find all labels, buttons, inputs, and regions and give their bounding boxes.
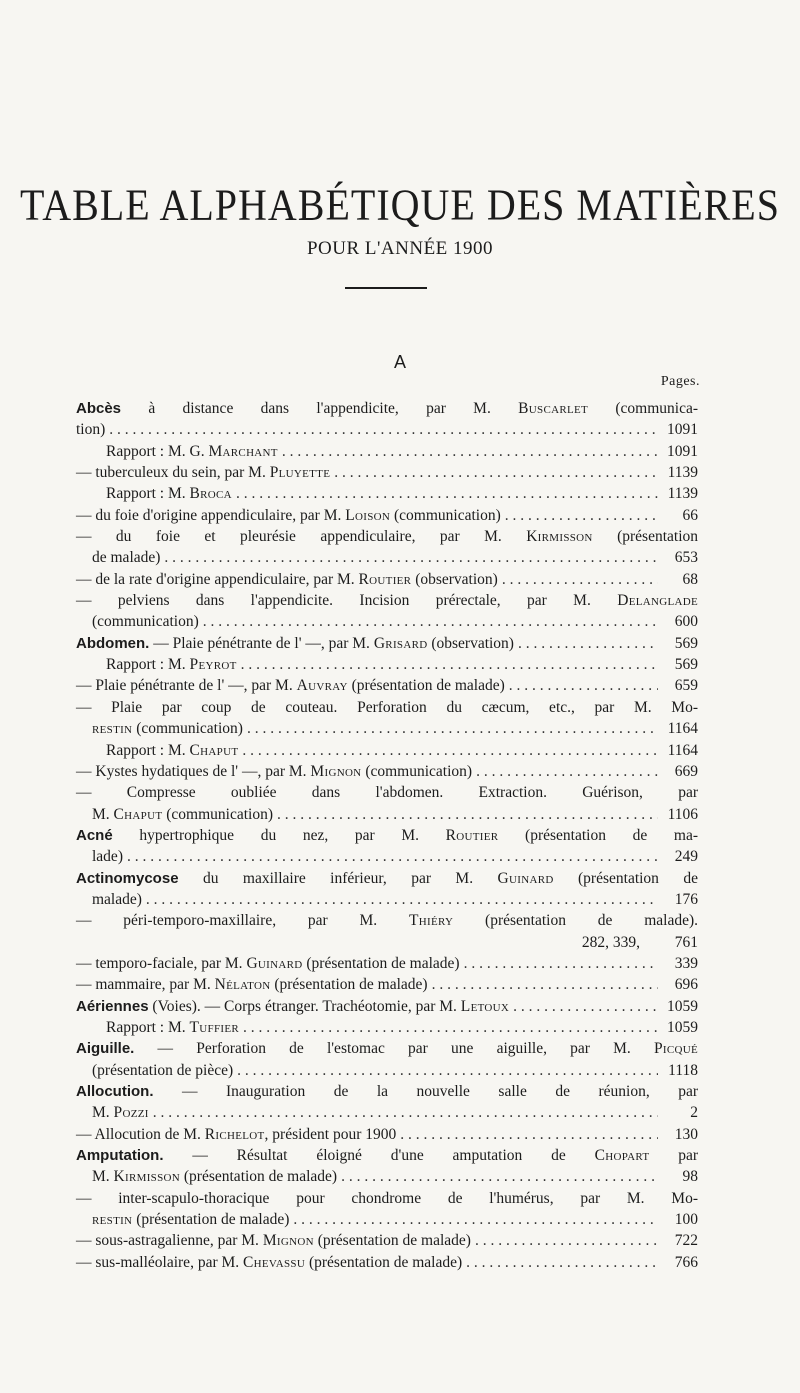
index-line	[76, 1124, 698, 1145]
entry-text: Allocution. — Inauguration de la nouvelle salle de réunion, par	[76, 1083, 698, 1100]
page-number: 1164	[667, 741, 698, 759]
dot-leader	[242, 740, 658, 761]
author-name: Buscarlet	[518, 400, 589, 417]
dot-leader	[509, 675, 658, 696]
dot-leader	[203, 611, 658, 632]
entry-headword: Abdomen.	[76, 634, 150, 652]
dot-leader	[109, 419, 658, 440]
index-line	[76, 782, 698, 803]
entry-headword: Abcès	[76, 400, 122, 417]
entry-text: — du foie d'origine appendiculaire, par M. Loison (communication)	[76, 506, 501, 524]
page-number: 766	[674, 1253, 698, 1271]
entry-text: — Kystes hydatiques de l' —, par M. Mignon (communication)	[76, 762, 473, 780]
dot-leader	[513, 996, 658, 1017]
page-number: 1118	[668, 1061, 698, 1079]
index-line	[76, 441, 698, 462]
entry-text: — Plaie par coup de couteau. Perforation du cæcum, etc., par M. Mo-	[76, 698, 698, 716]
index-line	[76, 633, 698, 654]
author-name: Routier	[445, 826, 499, 844]
index-line	[76, 1252, 698, 1273]
entry-text: de malade)	[92, 549, 161, 567]
entry-text: restin (présentation de malade)	[92, 1211, 290, 1229]
index-line	[76, 868, 698, 889]
entry-text: — sus-malléolaire, par M. Chevassu (présentation de malade)	[76, 1253, 463, 1271]
dot-leader	[502, 569, 658, 590]
dot-leader	[241, 654, 658, 675]
page-number: 68	[682, 570, 698, 588]
index-line	[76, 1188, 698, 1209]
page-number: 1106	[667, 805, 698, 823]
index-line	[76, 526, 698, 547]
author-name: Chaput	[113, 805, 163, 823]
index-line	[76, 825, 698, 846]
dot-leader	[293, 1209, 658, 1230]
entry-text: malade)	[92, 890, 142, 908]
entry-text: Actinomycose du maxillaire inférieur, par M. Guinard (présentation de	[76, 869, 698, 887]
author-name: Chopart	[594, 1147, 650, 1165]
entry-text: (communication)	[92, 613, 199, 631]
author-name: Pozzi	[113, 1104, 149, 1122]
author-name: Pluyette	[269, 464, 331, 482]
dot-leader	[341, 1166, 658, 1187]
author-name: Chevassu	[243, 1253, 306, 1271]
page-title: TABLE ALPHABÉTIQUE DES MATIÈRES	[19, 179, 780, 230]
dot-leader	[146, 889, 658, 910]
index-line	[76, 1081, 698, 1102]
index-line	[76, 846, 698, 867]
author-name: Kirmisson	[113, 1168, 181, 1186]
dot-leader	[127, 846, 658, 867]
index-line	[76, 1166, 698, 1187]
author-name: restin	[92, 720, 133, 738]
index-line	[76, 1060, 698, 1081]
index-line	[76, 953, 698, 974]
entry-headword: Actinomycose	[76, 869, 179, 887]
author-name: Auvray	[296, 677, 348, 695]
entry-text: — temporo-faciale, par M. Guinard (présentation de malade)	[76, 954, 460, 972]
page-number: 600	[674, 613, 698, 631]
index-line	[76, 462, 698, 483]
entry-text: M. Pozzi	[92, 1104, 149, 1122]
author-name: Guinard	[246, 954, 303, 972]
entry-text: — sous-astragalienne, par M. Mignon (présentation de malade)	[76, 1232, 471, 1250]
author-name: Guinard	[497, 869, 554, 887]
index-line	[76, 740, 698, 761]
entry-text: Rapport : M. Peyrot	[106, 656, 237, 674]
index-line	[76, 932, 698, 953]
page-number: 339	[674, 954, 698, 972]
index-line	[76, 804, 698, 825]
index-line	[76, 1102, 698, 1123]
entry-headword: Aériennes	[76, 997, 149, 1015]
entry-text: — pelviens dans l'appendicite. Incision prérectale, par M. Delanglade	[76, 592, 698, 610]
dot-leader	[400, 1124, 658, 1145]
page-number: 696	[674, 976, 698, 994]
index-line	[76, 590, 698, 611]
entry-text: restin (communication)	[92, 720, 243, 738]
entry-text: — péri-temporo-maxillaire, par M. Thiéry (présentation de malade).	[76, 912, 698, 930]
dot-leader	[505, 505, 658, 526]
dot-leader	[243, 1017, 658, 1038]
entry-text: Abcès à distance dans l'appendicite, par M. Buscarlet (communica-	[76, 400, 698, 417]
entry-text: Rapport : M. Chaput	[106, 741, 239, 759]
entry-text: Aiguille. — Perforation de l'estomac par une aiguille, par M. Picqué	[76, 1040, 698, 1058]
index-line	[76, 718, 698, 739]
entry-text: tion)	[76, 421, 106, 439]
entry-text: Aériennes (Voies). — Corps étranger. Trachéotomie, par M. Letoux	[76, 997, 510, 1015]
page-number: 1059	[667, 997, 698, 1015]
dot-leader	[247, 718, 658, 739]
index-line	[76, 505, 698, 526]
index-entries	[76, 398, 698, 1273]
page-number: 1139	[667, 464, 698, 482]
pages-column-header: Pages.	[660, 374, 700, 389]
index-line	[76, 419, 698, 440]
author-name: Delanglade	[617, 592, 698, 610]
entry-text: — Compresse oubliée dans l'abdomen. Extraction. Guérison, par	[76, 784, 698, 802]
index-line	[76, 1017, 698, 1038]
dot-leader	[236, 483, 658, 504]
page-number: 659	[674, 677, 698, 695]
page-number: 669	[674, 762, 698, 780]
index-line	[76, 910, 698, 931]
author-name: Grisard	[373, 634, 428, 652]
entry-text: Rapport : M. Broca	[106, 485, 232, 503]
entry-text: Acné hypertrophique du nez, par M. Routier (présentation de ma-	[76, 826, 699, 844]
author-name: Kirmisson	[526, 528, 593, 546]
entry-text: lade)	[92, 848, 123, 866]
page-number: 1059	[667, 1018, 698, 1036]
author-name: Peyrot	[189, 656, 237, 674]
page-number: 249	[674, 848, 698, 866]
section-letter: A	[393, 352, 406, 372]
page-subtitle: POUR L'ANNÉE 1900	[306, 238, 494, 259]
author-name: Thiéry	[408, 912, 454, 930]
author-name: restin	[92, 1211, 133, 1229]
index-line	[76, 1145, 698, 1166]
author-name: Nélaton	[214, 976, 271, 994]
dot-leader	[476, 761, 658, 782]
index-line	[76, 697, 698, 718]
entry-text: Rapport : M. G. Marchant	[106, 442, 278, 460]
page-number: 176	[674, 890, 698, 908]
page-number: 100	[674, 1211, 698, 1229]
index-line	[76, 654, 698, 675]
index-line	[76, 1209, 698, 1230]
author-name: Broca	[189, 485, 232, 503]
index-line	[76, 974, 698, 995]
author-name: Mignon	[310, 762, 362, 780]
author-name: Loison	[345, 506, 391, 524]
dot-leader	[475, 1230, 658, 1251]
page-number: 66	[682, 506, 698, 524]
entry-text: — tuberculeux du sein, par M. Pluyette	[76, 464, 331, 482]
entry-text: 282, 339,	[581, 933, 640, 951]
author-name: Marchant	[208, 442, 278, 460]
title-divider	[345, 287, 427, 289]
dot-leader	[334, 462, 658, 483]
index-line	[76, 547, 698, 568]
author-name: Richelot	[204, 1125, 265, 1143]
index-line	[76, 996, 698, 1017]
dot-leader	[518, 633, 658, 654]
entry-text: — du foie et pleurésie appendiculaire, par M. Kirmisson (présentation	[76, 528, 698, 546]
page-number: 653	[674, 549, 698, 567]
author-name: Picqué	[653, 1040, 698, 1058]
author-name: Chaput	[189, 741, 239, 759]
dot-leader	[153, 1102, 658, 1123]
index-line	[76, 1038, 698, 1059]
entry-text: — Allocution de M. Richelot, président pour 1900	[76, 1125, 397, 1143]
author-name: Letoux	[460, 997, 510, 1015]
page-number: 722	[674, 1232, 698, 1250]
dot-leader	[466, 1252, 658, 1273]
page-number: 569	[674, 634, 698, 652]
page-number: 761	[674, 933, 698, 951]
dot-leader	[237, 1060, 658, 1081]
author-name: Tuffier	[189, 1018, 239, 1036]
dot-leader	[464, 953, 658, 974]
entry-text: (présentation de pièce)	[92, 1061, 234, 1079]
author-name: Routier	[358, 570, 412, 588]
entry-text: Abdomen. — Plaie pénétrante de l' —, par M. Grisard (observation)	[76, 634, 514, 652]
index-line	[76, 1230, 698, 1251]
entry-text: — inter-scapulo-thoracique pour chondrome de l'humérus, par M. Mo-	[76, 1189, 698, 1207]
entry-text: M. Chaput (communication)	[92, 805, 273, 823]
index-line	[76, 398, 698, 419]
page-number: 1091	[667, 442, 698, 460]
entry-headword: Acné	[76, 826, 113, 844]
index-line	[76, 611, 698, 632]
entry-text: — mammaire, par M. Nélaton (présentation de malade)	[76, 976, 428, 994]
dot-leader	[432, 974, 658, 995]
index-line	[76, 569, 698, 590]
entry-text: M. Kirmisson (présentation de malade)	[92, 1168, 338, 1186]
entry-text: Rapport : M. Tuffier	[106, 1018, 239, 1036]
dot-leader	[164, 547, 658, 568]
index-line	[76, 483, 698, 504]
page-number: 569	[674, 656, 698, 674]
entry-text: — de la rate d'origine appendiculaire, par M. Routier (observation)	[76, 570, 498, 588]
entry-headword: Allocution.	[76, 1083, 154, 1100]
entry-text: Amputation. — Résultat éloigné d'une amputation de Chopart par	[76, 1147, 698, 1165]
page-number: 1139	[667, 485, 698, 503]
page-number: 1091	[667, 421, 698, 439]
page-number: 2	[690, 1104, 698, 1122]
page-number: 1164	[667, 720, 698, 738]
entry-headword: Aiguille.	[76, 1040, 135, 1058]
dot-leader	[277, 804, 658, 825]
dot-leader	[282, 441, 658, 462]
page-number: 130	[674, 1125, 698, 1143]
entry-headword: Amputation.	[76, 1147, 164, 1165]
page-number: 98	[682, 1168, 698, 1186]
index-line	[76, 675, 698, 696]
entry-text: — Plaie pénétrante de l' —, par M. Auvray (présentation de malade)	[76, 677, 505, 695]
index-line	[76, 889, 698, 910]
index-line	[76, 761, 698, 782]
author-name: Mignon	[262, 1232, 314, 1250]
